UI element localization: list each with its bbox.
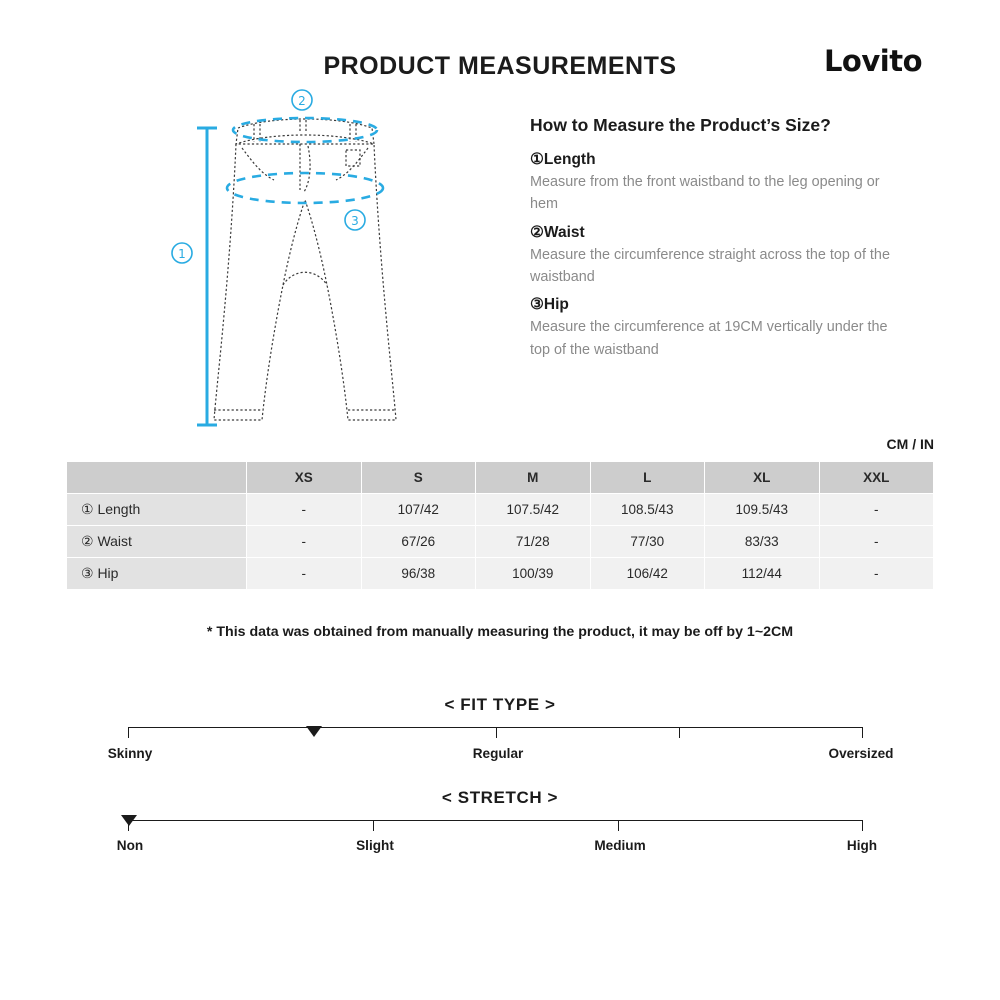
fit-type-tick-regular [496,727,497,738]
measure-item-title-waist: ②Waist [530,223,585,241]
table-row [67,558,934,590]
measure-item-title-hip: ③Hip [530,296,569,314]
stretch-title: < STRETCH > [441,788,559,807]
cell-length-xs: - [247,494,362,526]
cell-waist-l: 77/30 [590,526,705,558]
unit-label: CM / IN [886,436,934,452]
cell-length-xxl: - [819,494,934,526]
stretch-tick-slight [373,820,374,831]
fit-type-label-skinny: Skinny [107,746,153,761]
cell-length-m: 107.5/42 [476,494,591,526]
fit-type-marker [306,726,322,737]
table-row [67,494,934,526]
table-header-m: M [476,462,591,494]
svg-text:1: 1 [178,247,186,261]
fit-type-tick-mid [679,727,680,738]
cell-waist-xl: 83/33 [705,526,820,558]
cell-length-s: 107/42 [361,494,476,526]
fit-type-label-regular: Regular [472,746,524,761]
stretch-label-slight: Slight [356,838,394,853]
row-label-hip: ③ Hip [67,558,247,590]
cell-waist-m: 71/28 [476,526,591,558]
cell-waist-xs: - [247,526,362,558]
cell-waist-s: 67/26 [361,526,476,558]
pants-measurement-illustration [150,80,510,440]
cell-length-l: 108.5/43 [590,494,705,526]
table-header-s: S [361,462,476,494]
cell-hip-s: 96/38 [361,558,476,590]
fit-type-tick-skinny [128,727,129,738]
measure-item-desc-hip: Measure the circumference at 19CM vertically under the top of the waistband [530,319,888,358]
table-header-xxl: XXL [819,462,934,494]
cell-length-xl: 109.5/43 [705,494,820,526]
svg-text:2: 2 [298,94,306,108]
measure-item-desc-length: Measure from the front waistband to the leg opening or hem [530,174,880,213]
fit-type-title: < FIT TYPE > [444,695,556,714]
table-header-blank [67,462,247,494]
how-to-measure-heading: How to Measure the Product’s Size? [530,115,831,135]
stretch-tick-high [862,820,863,831]
brand-logo: Lovito [823,44,922,78]
stretch-tick-medium [618,820,619,831]
cell-hip-xl: 112/44 [705,558,820,590]
cell-hip-m: 100/39 [476,558,591,590]
stretch-label-high: High [846,838,878,853]
measure-item-desc-waist: Measure the circumference straight across the top of the waistband [530,246,890,285]
table-header-row [67,462,934,494]
cell-hip-xxl: - [819,558,934,590]
page-title: PRODUCT MEASUREMENTS [323,52,677,80]
cell-hip-l: 106/42 [590,558,705,590]
cell-hip-xs: - [247,558,362,590]
fit-type-label-oversized: Oversized [828,746,894,761]
row-label-waist: ② Waist [67,526,247,558]
table-header-l: L [590,462,705,494]
fit-type-tick-oversized [862,727,863,738]
table-header-xs: XS [247,462,362,494]
stretch-label-medium: Medium [594,838,646,853]
table-header-xl: XL [705,462,820,494]
measure-item-title-length: ①Length [530,151,596,168]
cell-waist-xxl: - [819,526,934,558]
row-label-length: ① Length [67,494,247,526]
how-to-measure-section [530,115,950,368]
table-row [67,526,934,558]
stretch-axis [128,820,863,821]
stretch-label-non: Non [116,838,144,853]
size-table [66,461,934,590]
measurement-disclaimer: * This data was obtained from manually measuring the product, it may be off by 1~2CM [206,624,794,640]
svg-text:3: 3 [351,214,359,228]
stretch-marker [121,815,137,826]
